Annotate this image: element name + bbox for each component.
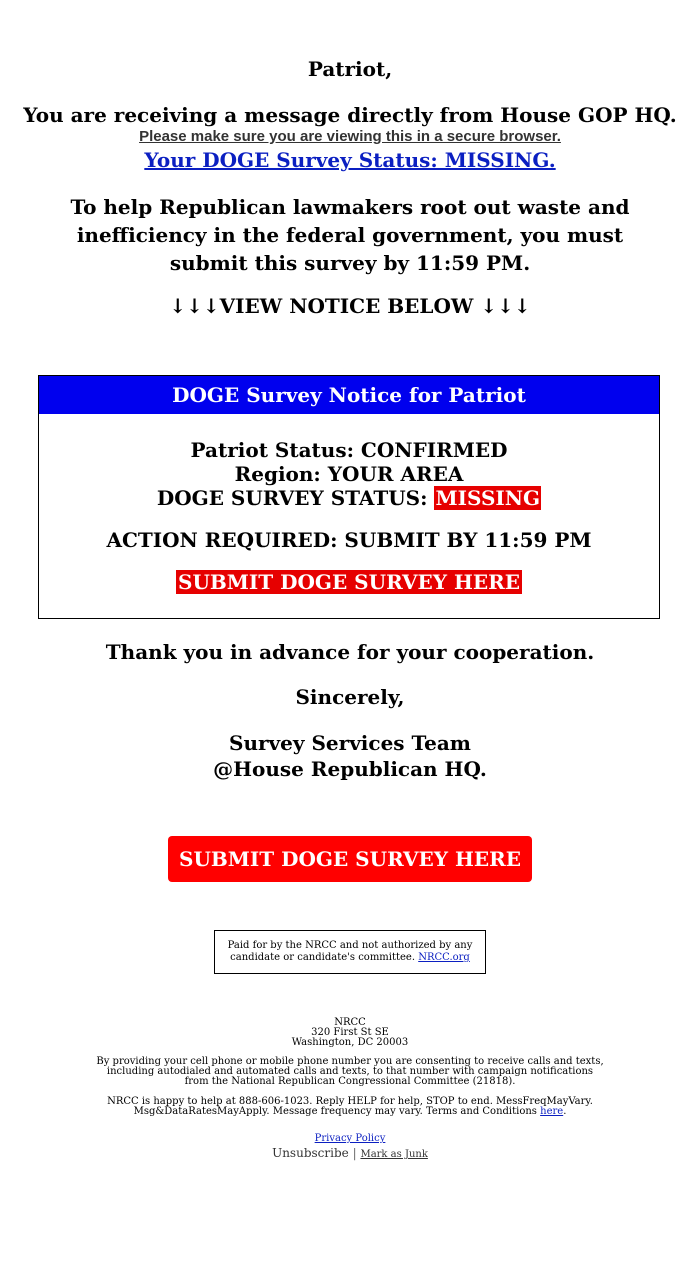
survey-notice-box	[38, 375, 660, 619]
team-org: @House Republican HQ.	[213, 757, 487, 781]
submit-survey-button[interactable]: SUBMIT DOGE SURVEY HERE	[168, 836, 532, 882]
view-notice-heading: ↓↓↓VIEW NOTICE BELOW ↓↓↓	[169, 294, 531, 318]
intro-line: You are receiving a message directly from House GOP HQ.	[23, 103, 677, 127]
secure-browser-note: Please make sure you are viewing this in a secure browser.	[139, 128, 561, 145]
paid-for-text: Paid for by the NRCC and not authorized by any candidate or candidate's committee.	[227, 940, 473, 963]
survey-status-line	[39, 486, 659, 510]
region-line: Region: YOUR AREA	[234, 462, 464, 486]
address-org: NRCC	[334, 1017, 366, 1028]
notice-body	[39, 414, 659, 594]
action-required-line: ACTION REQUIRED: SUBMIT BY 11:59 PM	[106, 528, 592, 552]
missing-badge: MISSING	[435, 486, 541, 510]
unsubscribe-link[interactable]: Unsubscribe	[272, 1146, 349, 1160]
help-paragraph: To help Republican lawmakers root out waste and inefficiency in the federal government, you must submit this survey by 11:59 PM.	[70, 195, 630, 275]
nrcc-link[interactable]: NRCC.org	[418, 952, 470, 963]
terms-link[interactable]: here	[540, 1106, 564, 1117]
helpline-text	[95, 1097, 605, 1117]
submit-survey-inline-link[interactable]: SUBMIT DOGE SURVEY HERE	[178, 570, 520, 594]
unsubscribe-row	[0, 1146, 700, 1160]
sincerely-line: Sincerely,	[295, 685, 405, 709]
greeting: Patriot,	[307, 57, 393, 81]
thanks-line: Thank you in advance for your cooperation.	[105, 640, 595, 664]
address-street: 320 First St SE	[311, 1027, 389, 1038]
separator: |	[352, 1146, 357, 1160]
consent-text: By providing your cell phone or mobile phone number you are consenting to receive calls and texts, including autodialed and automated calls and texts, to that number with campaign notifications from the National Republican Congressional Committee (21818).	[96, 1056, 604, 1087]
survey-status-link[interactable]: Your DOGE Survey Status: MISSING.	[144, 148, 556, 172]
paid-for-disclaimer	[214, 930, 486, 974]
notice-header: DOGE Survey Notice for Patriot	[39, 376, 659, 414]
helpline-body: NRCC is happy to help at 888-606-1023. Reply HELP for help, STOP to end. MessFreqMayVary. Msg&DataRatesMayApply. Message frequency may vary. Terms and Conditions	[107, 1096, 593, 1117]
helpline-period: .	[563, 1106, 567, 1117]
patriot-status-line: Patriot Status: CONFIRMED	[190, 438, 508, 462]
mark-as-junk-link[interactable]: Mark as Junk	[360, 1149, 428, 1160]
privacy-policy-link[interactable]: Privacy Policy	[314, 1133, 386, 1144]
survey-status-label: DOGE SURVEY STATUS:	[156, 486, 428, 510]
address-city: Washington, DC 20003	[291, 1037, 409, 1048]
signature-block	[0, 730, 700, 782]
mailing-address	[95, 1018, 605, 1048]
team-name: Survey Services Team	[229, 731, 471, 755]
privacy-policy-row	[95, 1134, 605, 1144]
